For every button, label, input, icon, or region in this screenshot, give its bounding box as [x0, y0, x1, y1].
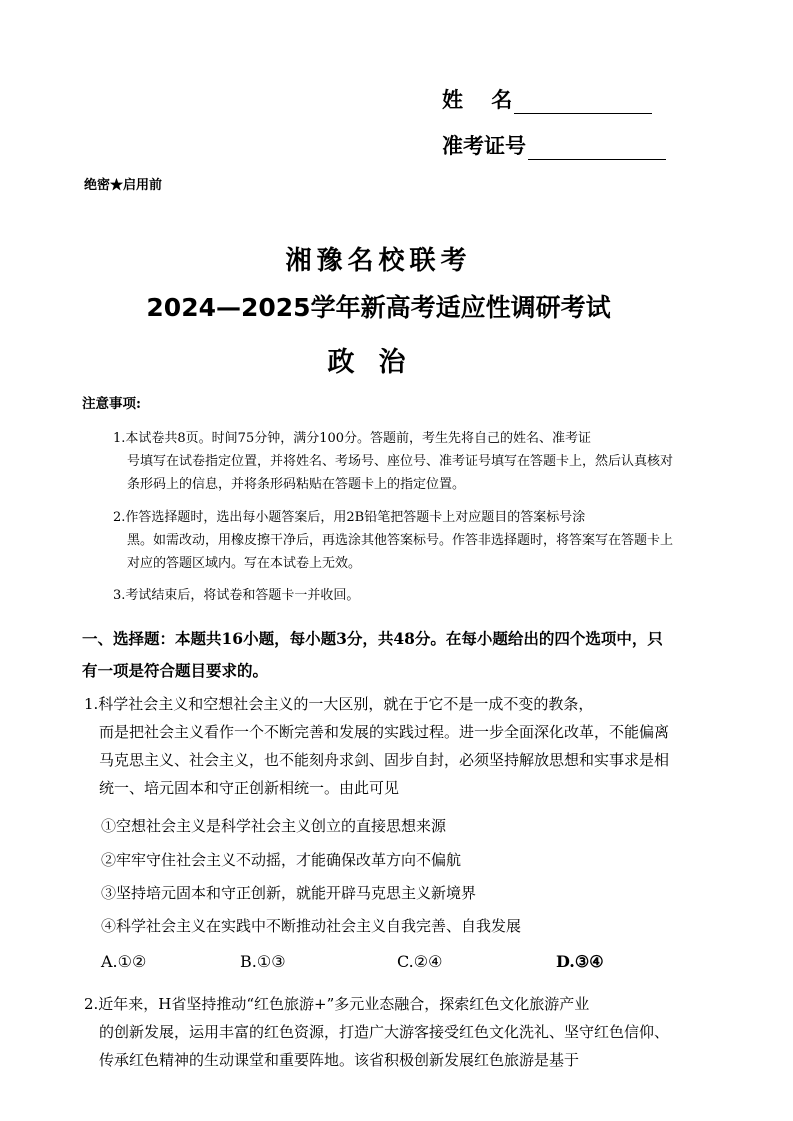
- question-2-first-line: 2.近年来，H省坚持推动“红色旅游+”多元业态融合，探索红色文化旅游产业: [84, 995, 590, 1013]
- notice-item-2: [113, 506, 673, 575]
- question-1-statement-3: ③坚持培元固本和守正创新，就能开辟马克思主义新境界: [101, 884, 477, 902]
- question-1-choice-c[interactable]: C.②④: [397, 952, 443, 971]
- notice-item-1: [113, 427, 673, 496]
- question-1-choice-a[interactable]: A.①②: [101, 952, 147, 971]
- question-1-choice-d[interactable]: D.③④: [556, 952, 604, 971]
- section-1-heading-text: 一、选择题：本题共16小题，每小题3分，共48分。在每小题给出的四个选项中，只有一项是符合题目要求的。: [82, 629, 663, 680]
- question-1-statement-4: ④科学社会主义在实践中不断推动社会主义自我完善、自我发展: [101, 917, 522, 935]
- name-blank-line[interactable]: [514, 91, 652, 114]
- notice-heading: 注意事项:: [82, 396, 141, 412]
- exam-union-title: 湘豫名校联考: [285, 246, 472, 276]
- notice-item-1-first: 1.本试卷共8页。时间75分钟，满分100分。答题前，考生先将自己的姓名、准考证: [113, 431, 592, 446]
- notice-item-2-rest: 黑。如需改动，用橡皮擦干净后，再选涂其他答案标号。作答非选择题时，将答案写在答题卡上对应的答题区域内。写在本试卷上无效。: [127, 533, 674, 571]
- section-1-heading: [82, 623, 682, 687]
- question-1-statement-1: ①空想社会主义是科学社会主义创立的直接思想来源: [101, 817, 447, 835]
- notice-item-3: [113, 584, 673, 607]
- question-1-rest: 而是把社会主义看作一个不断完善和发展的实践过程。进一步全面深化改革，不能偏离马克思主义、社会主义，也不能刻舟求剑、固步自封，必须坚持解放思想和实事求是相统一、培元固本和守正创新相统一。由此可见: [99, 723, 670, 797]
- notice-item-1-rest: 号填写在试卷指定位置，并将姓名、考场号、座位号、准考证号填写在答题卡上，然后认真核对条形码上的信息，并将条形码粘贴在答题卡上的指定位置。: [127, 454, 674, 492]
- secret-note: 绝密★启用前: [84, 178, 163, 193]
- question-1-choice-b[interactable]: B.①③: [240, 952, 286, 971]
- question-1-statement-2: ②牢牢守住社会主义不动摇，才能确保改革方向不偏航: [101, 851, 462, 869]
- exam-id-field[interactable]: [442, 130, 666, 160]
- exam-name-title: 2024—2025学年新高考适应性调研考试: [146, 293, 611, 322]
- exam-id-blank-line[interactable]: [528, 137, 666, 160]
- subject-title: 政治: [327, 347, 430, 378]
- notice-item-2-first: 2.作答选择题时，选出每小题答案后，用2B铅笔把答题卡上对应题目的答案标号涂: [113, 510, 586, 525]
- question-1-first-line: 1.科学社会主义和空想社会主义的一大区别，就在于它不是一成不变的教条，: [84, 695, 594, 713]
- exam-id-label: 准考证号: [442, 133, 526, 158]
- name-field[interactable]: [442, 84, 652, 114]
- name-label: 姓 名: [442, 87, 513, 112]
- notice-item-3-first: 3.考试结束后，将试卷和答题卡一并收回。: [113, 588, 360, 603]
- question-1-stem: [84, 690, 674, 802]
- question-2-rest: 的创新发展，运用丰富的红色资源，打造广大游客接受红色文化洗礼、坚守红色信仰、传承红色精神的生动课堂和重要阵地。该省积极创新发展红色旅游是基于: [99, 1023, 670, 1069]
- question-2-stem: [84, 990, 674, 1074]
